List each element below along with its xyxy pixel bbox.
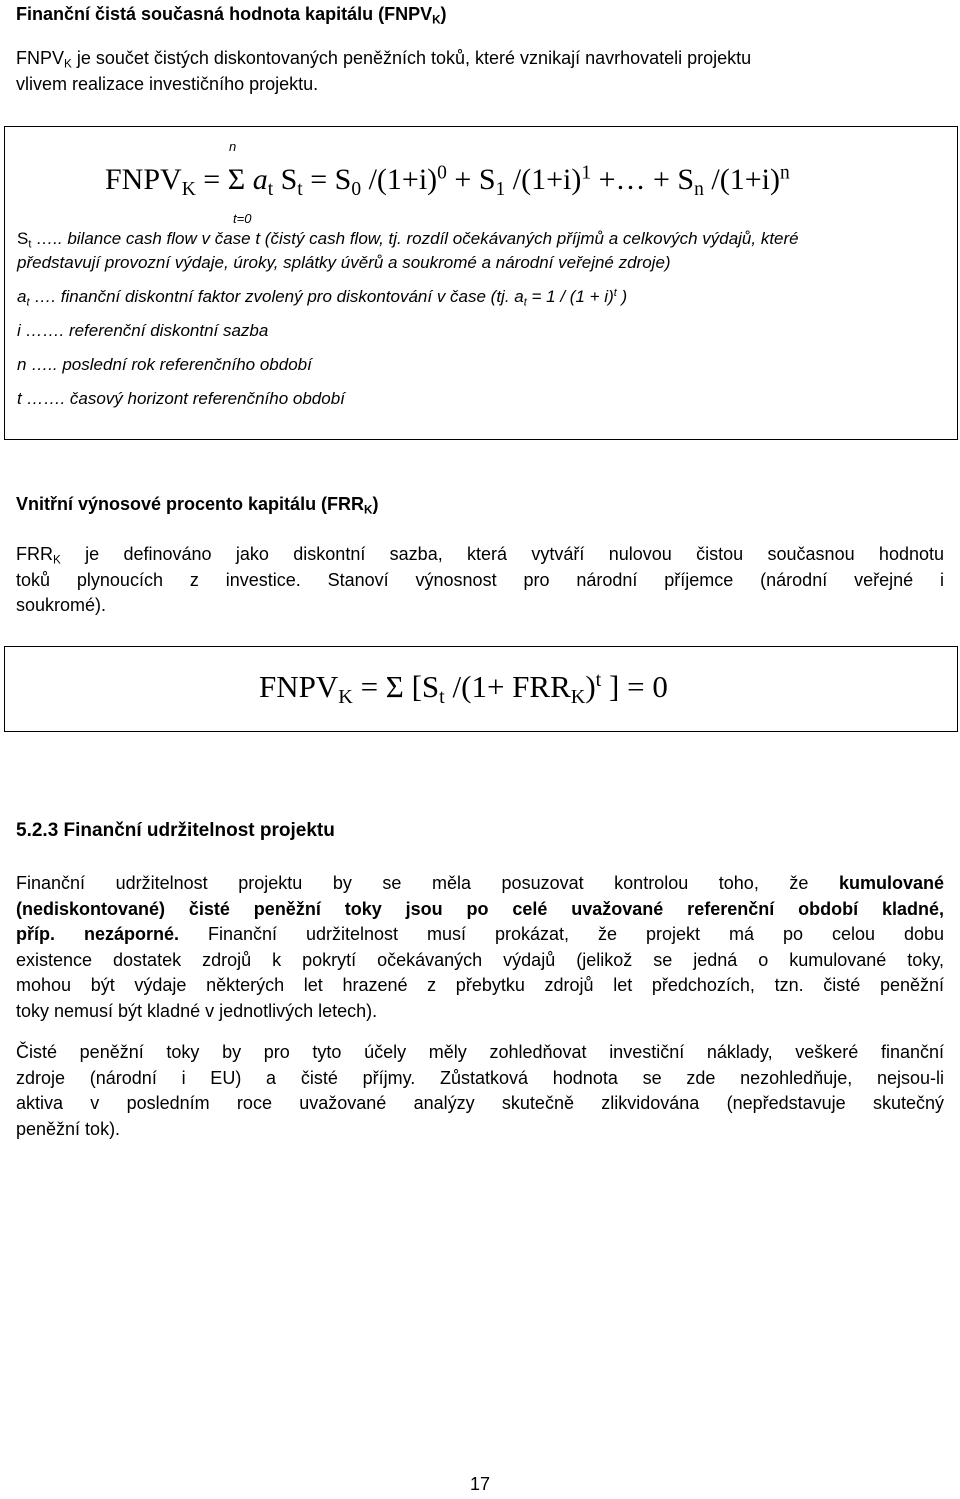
def-at-line	[17, 285, 953, 309]
section-heading-sustainability: 5.2.3 Finanční udržitelnost projektu	[16, 820, 335, 841]
f2-lhs: FNPV	[259, 669, 339, 704]
f1-p1: 1	[581, 162, 592, 184]
f2-end: ] = 0	[601, 669, 668, 704]
p2-line-3: aktiva v posledním roce uvažované analýzy skutečně zlikvidována (nepředstavuje skutečný	[16, 1093, 944, 1113]
f2-lhs-sub: K	[338, 686, 353, 709]
frr-text-1: je definováno jako diskontní sazba, která vytváří nulovou čistou současnou hodnotu	[60, 544, 944, 564]
f2-close: )	[585, 669, 596, 704]
def-i-line: i ……. referenční diskontní sazba	[17, 321, 269, 340]
f1-s1-sub: 1	[495, 178, 506, 200]
section-title-fnpv	[16, 4, 447, 25]
sustainability-paragraph-1	[16, 871, 944, 1024]
intro-text-1: je součet čistých diskontovaných peněžních toků, které vznikají navrhovateli projektu	[71, 48, 752, 68]
p2-line-4: peněžní tok).	[16, 1118, 121, 1139]
def-at-sub: t	[26, 296, 30, 309]
p2-line-2: zdroje (národní i EU) a čisté příjmy. Zůstatková hodnota se zde nezohledňuje, nejsou-li	[16, 1067, 944, 1088]
f2-pow: t	[595, 668, 602, 691]
def-st-text-1: ….. bilance cash flow v čase t (čistý cash flow, tj. rozdíl očekávaných příjmů a celkových výdajů, které	[31, 229, 799, 248]
frr-line-2: toků plynoucích z investice. Stanoví výnosnost pro národní příjemce (národní veřejné i	[16, 569, 944, 590]
f1-lhs-sub: K	[181, 178, 196, 200]
sum-upper-limit: n	[229, 139, 237, 154]
frr-title-text: Vnitřní výnosové procento kapitálu (FRR	[16, 494, 365, 514]
page-number: 17	[469, 1474, 491, 1494]
p1-l1a: Finanční udržitelnost projektu by se měla posuzovat kontrolou toho, že	[16, 873, 839, 893]
f1-s: S	[273, 163, 298, 196]
p1-line-5: mohou být výdaje některých let hrazené z přebytku zdrojů let předchozích, tzn. čisté peněžní	[16, 975, 944, 995]
fnpv-intro-paragraph	[16, 46, 946, 97]
intro-line-1	[16, 46, 946, 72]
frr-formula	[259, 668, 668, 709]
def-at-sup: t	[613, 286, 617, 299]
def-st-sub: t	[28, 238, 32, 251]
f1-rest3: + S	[446, 163, 496, 196]
def-at-text: …. finanční diskontní faktor zvolený pro diskontování v čase (tj. a	[29, 287, 524, 306]
f1-a: a	[252, 163, 268, 196]
f2-frr-sub: K	[570, 686, 586, 709]
p1-line-3	[16, 922, 944, 948]
f1-eq: =	[195, 163, 228, 196]
def-at-end: )	[616, 287, 628, 306]
f1-sn-sub: n	[694, 178, 704, 200]
intro-sub: K	[64, 57, 72, 71]
frr-sub: K	[53, 553, 61, 567]
frr-paragraph	[16, 542, 944, 619]
f2-eq: = Σ [S	[352, 669, 440, 704]
f1-rest1: = S	[302, 163, 352, 196]
fnpv-formula-box	[4, 126, 958, 440]
def-at-symbol: a	[17, 287, 27, 306]
sigma-symbol: Σ	[227, 163, 246, 196]
def-n-line: n ….. poslední rok referenčního období	[17, 355, 312, 374]
p1-line-6: toky nemusí být kladné v jednotlivých letech).	[16, 1000, 378, 1021]
title-text: Finanční čistá současná hodnota kapitálu (FNPV	[16, 4, 433, 24]
def-t-line: t ……. časový horizont referenčního období	[17, 389, 345, 408]
f1-lhs: FNPV	[105, 163, 182, 196]
f1-s-sub: t	[297, 178, 303, 200]
intro-fnpv: FNPV	[16, 48, 65, 68]
f1-pn: n	[779, 162, 790, 184]
sustainability-paragraph-2	[16, 1040, 944, 1142]
p1-line-4: existence dostatek zdrojů k pokrytí očekávaných výdajů (jelikož se jedná o kumulované toky,	[16, 949, 944, 970]
p2-line-1: Čisté peněžní toky by pro tyto účely měly zohledňovat investiční náklady, veškeré finanční	[16, 1042, 944, 1062]
p1-l3a: příp. nezáporné.	[16, 924, 179, 944]
def-st-line-1	[17, 227, 953, 251]
frr-line-1	[16, 542, 944, 568]
p1-line-1	[16, 871, 944, 897]
frr-title-sub: K	[364, 503, 373, 517]
def-at-text-sub: t	[523, 296, 527, 309]
intro-line-2: vlivem realizace investičního projektu.	[16, 73, 319, 94]
f1-p0: 0	[437, 162, 447, 184]
formula-definitions	[17, 227, 953, 411]
f1-rest4: /(1+i)	[505, 163, 582, 196]
formula-main-line	[105, 162, 790, 200]
frr-start: FRR	[16, 544, 53, 564]
def-st-symbol: S	[17, 229, 29, 248]
f1-rest2: /(1+i)	[361, 163, 438, 196]
p1-l3b: Finanční udržitelnost musí prokázat, že projekt má po celou dobu	[179, 924, 944, 944]
f1-a-sub: t	[267, 178, 274, 200]
f1-s0-sub: 0	[351, 178, 362, 200]
def-st-line-2: představují provozní výdaje, úroky, splátky úvěrů a soukromé a národní veřejné zdroje)	[17, 253, 671, 272]
p1-line-2: (nediskontované) čisté peněžní toky jsou po celé uvažované referenční období kladné,	[16, 898, 944, 919]
frr-title-end: )	[372, 494, 379, 514]
section-title-frr	[16, 494, 379, 515]
f2-s-sub: t	[439, 686, 445, 709]
title-end: )	[440, 4, 447, 24]
f1-rest5: +… + S	[591, 163, 695, 196]
sum-lower-limit: t=0	[233, 211, 252, 226]
frr-formula-box	[4, 646, 958, 732]
def-at-text-2: = 1 / (1 + i)	[526, 287, 614, 306]
f1-rest6: /(1+i)	[703, 163, 780, 196]
title-subscript: K	[432, 13, 441, 27]
f2-mid: /(1+ FRR	[444, 669, 571, 704]
frr-line-3: soukromé).	[16, 595, 107, 615]
p1-l1b: kumulované	[838, 873, 944, 893]
